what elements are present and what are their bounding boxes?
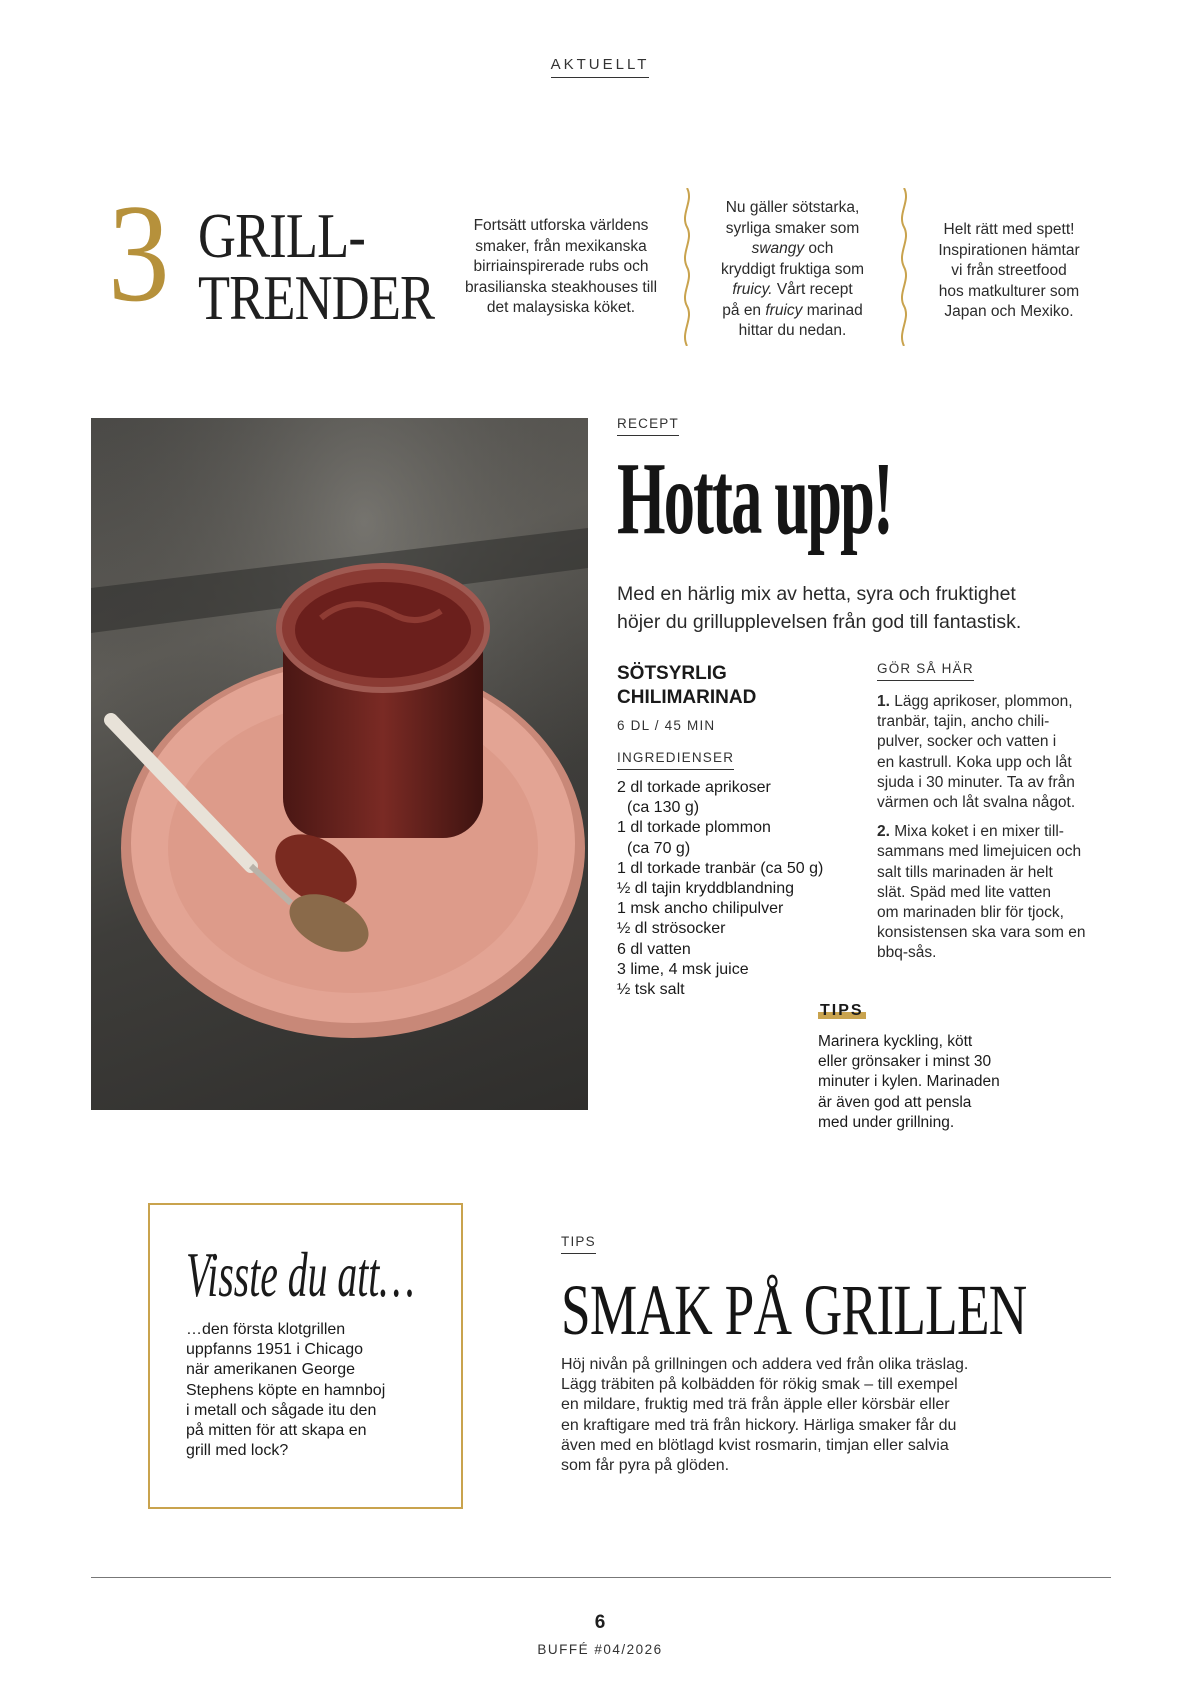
list-item: 2 dl torkade aprikoser	[617, 779, 771, 796]
tips-text: Marinera kyckling, kött eller grönsaker i minst 30 minuter i kylen. Marinaden är även god att pensla med under grillning.	[818, 1033, 1000, 1131]
trend-column-1: Fortsätt utforska världens smaker, från mexikanska birriainspirerade rubs och brasilianska steakhouses till det malaysiska köket.	[464, 217, 658, 316]
recipe-label: RECEPT	[617, 415, 679, 436]
list-item: ½ tsk salt	[617, 981, 685, 999]
list-item: 1 msk ancho chilipulver	[617, 900, 784, 918]
steps-label: GÖR SÅ HÄR	[877, 660, 974, 681]
list-item: (ca 70 g)	[627, 839, 691, 857]
list-item: 6 dl vatten	[617, 940, 691, 958]
fact-text: …den första klotgrillen uppfanns 1951 i Chicago när amerikanen George Stephens köpte en hamnboj i metall och sågade itu den på mitten för att skapa en grill med lock?	[186, 1321, 386, 1460]
trend-title: GRILL- TRENDER	[198, 200, 435, 333]
fact-title: Visste du att…	[186, 1239, 415, 1310]
section-label: AKTUELLT	[0, 56, 1200, 78]
tips-label: TIPS	[820, 1002, 864, 1019]
trend-number: 3	[108, 176, 170, 331]
page-number: 6	[594, 1612, 606, 1633]
smak-text: Höj nivån på grillningen och addera ved från olika träslag. Lägg träbiten på kolbädden för rökig smak – till exempel en mildare, fruktig med trä från äpple eller körsbär eller en kraftigare med trä från hickory. Härliga smaker får du även med en blötlagd kvist rosmarin, timjan eller salvia som får pyra på glöden.	[561, 1356, 969, 1475]
list-item: 3 lime, 4 msk juice	[617, 960, 749, 978]
wavy-divider-icon	[897, 188, 911, 346]
wavy-divider-icon	[680, 188, 694, 346]
smak-title: SMAK PÅ GRILLEN	[561, 1270, 1027, 1350]
list-item: (ca 130 g)	[627, 799, 700, 817]
recipe-name: SÖTSYRLIG CHILIMARINAD	[617, 663, 757, 708]
trend-column-3: Helt rätt med spett! Inspirationen hämtar vi från streetfood hos matkulturer som Japan och Mexiko.	[938, 221, 1080, 320]
recipe-title: Hotta upp!	[617, 441, 892, 556]
recipe-photo	[91, 418, 588, 1110]
recipe-steps	[877, 692, 1107, 973]
list-item: ½ dl strösocker	[617, 920, 726, 938]
trend-column-2: Nu gäller sötstarka, syrliga smaker som swangy och kryddigt fruktiga som fruicy. Vårt recept på en fruicy marinad hittar du nedan.	[721, 199, 864, 339]
issue-label: BUFFÉ #04/2026	[537, 1642, 663, 1657]
step-2: 2. Mixa koket i en mixer till- sammans med limejuicen och salt tills marinaden är helt slät. Späd med lite vatten om marinaden blir för tjock, konsistensen ska vara som en bbq-sås.	[877, 823, 1086, 962]
ingredient-list	[617, 778, 857, 1000]
list-item: 1 dl torkade plommon	[617, 819, 771, 837]
step-1: 1. Lägg aprikoser, plommon, tranbär, tajin, ancho chili- pulver, socker och vatten i en kastrull. Koka upp och låt sjuda i 30 minuter. Ta av från värmen och låt svalna något.	[877, 693, 1076, 812]
smak-label: TIPS	[561, 1233, 596, 1254]
ingredients-label: INGREDIENSER	[617, 749, 734, 770]
list-item: ½ dl tajin kryddblandning	[617, 880, 795, 898]
list-item: 1 dl torkade tranbär (ca 50 g)	[617, 859, 824, 877]
recipe-meta: 6 DL / 45 MIN	[617, 718, 716, 733]
footer-divider	[91, 1577, 1111, 1578]
recipe-lead: Med en härlig mix av hetta, syra och fruktighet höjer du grillupplevelsen från god till fantastisk.	[617, 583, 1022, 633]
